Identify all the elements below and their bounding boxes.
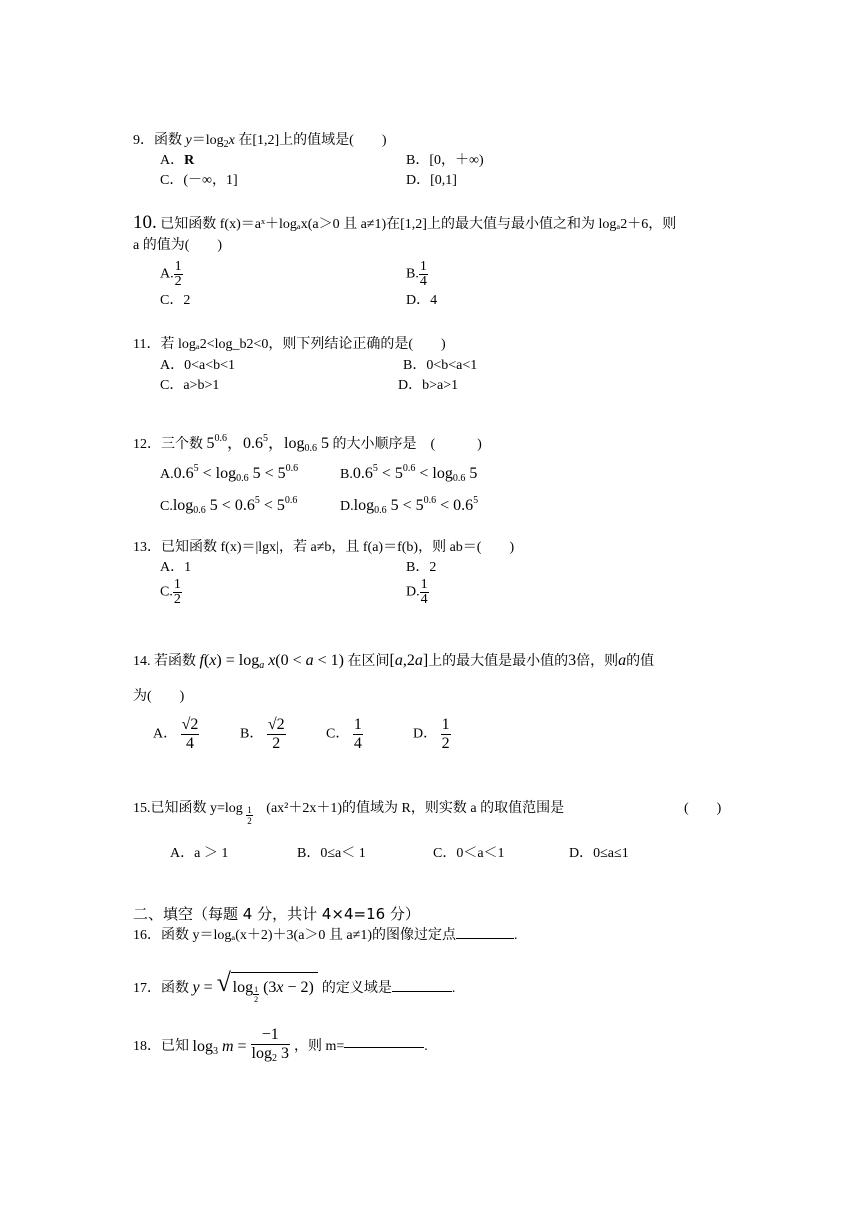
q11-option-d: D．b>a>1 [398,378,459,393]
question-10-stem [133,214,676,234]
q12-option-c-label: C. [160,499,173,514]
q16-text: 16．函数 y＝logₐ(x＋2)＋3(a＞0 且 a≠1)的图像过定点 [133,928,456,943]
q14-interval: [a,2a] [389,652,429,669]
question-16-stem [133,927,517,945]
q10-option-a-label: A. [160,266,174,282]
q9-log-base: 2 [223,139,229,150]
fraction-denominator: 2 [441,735,450,752]
fraction-denominator: 2 [247,816,252,826]
q12-prefix: 12．三个数 [133,437,203,452]
q13-option-d-fraction [420,578,429,607]
q10-option-a-fraction [174,260,183,289]
q9-option-d: D．[0,1] [406,173,457,188]
q15-option-d: D．0≤a≤1 [569,846,629,861]
q13-option-c [160,578,182,607]
fraction-numerator: 1 [419,259,427,274]
question-12-stem [133,428,482,460]
fraction-denominator: 4 [420,592,428,607]
q14-option-c [326,716,363,753]
q17-end: . [451,981,456,996]
q14-option-b [240,716,286,753]
fraction-denominator: 2 [174,274,182,289]
fraction-denominator: 4 [419,274,427,289]
q14-line2: 为( ) [133,689,185,704]
q16-answer-blank[interactable] [456,938,514,939]
q15-rest: (ax²＋2x＋1)的值域为 R，则实数 a 的取值范围是 [266,801,565,816]
fraction-denominator: 4 [353,735,362,752]
q12-option-a: $A.0.6^5 < \log_{0.6} 5 < 5^{0.6}$ [160,463,299,484]
fraction-numerator: 1 [173,577,181,592]
q18-expression: $\log_3 m$ = $\frac{-1}{\log_2 3}$ [192,1026,289,1064]
fraction-numerator: 1 [441,716,450,733]
q10-option-b-fraction [419,260,428,289]
q14-multiplier: 3 [568,652,577,669]
question-11-stem: 11．若 logₐ2<log_b2<0，则下列结论正确的是( ) [133,337,446,352]
fraction-numerator: 1 [420,577,428,592]
fraction-numerator: 1 [353,716,362,733]
fraction-numerator: 1 [174,259,182,274]
q9-suffix: 在[1,2]上的值域是( ) [234,133,387,148]
q10-option-a [160,260,183,289]
q14-prefix: 14. 若函数 [133,654,196,669]
fraction-numerator: √2 [267,716,285,733]
section-2-heading: 二、填空（每题 4 分，共计 4×4=16 分） [133,905,420,923]
fraction-denominator: 2 [272,735,281,752]
q11-option-a: A．0<a<b<1 [160,358,236,373]
q15-option-a: A．a ＞ 1 [170,846,229,861]
q9-option-c: C．(－∞，1] [160,173,238,188]
q12-option-d: $D.\log_{0.6}$ $5 < 5^{0.6} < 0.6^5$ [340,495,479,516]
q16-end: . [513,928,518,943]
q10-option-b [406,260,428,289]
fraction-denominator: 4 [186,735,195,752]
q12-option-b: $B.0.6^5 < 5^{0.6} < \log_{0.6} 5$ [340,463,478,484]
q17-answer-blank[interactable] [392,991,452,992]
q11-option-b: B．0<b<a<1 [403,358,478,373]
q9-option-a [160,152,194,170]
q9-option-a-value: R [184,153,195,168]
q15-answer-paren: ( ) [684,801,722,816]
q13-option-d [406,578,429,607]
q13-option-c-fraction [173,578,182,607]
question-14-stem [133,650,654,677]
q14-option-b-fraction [267,716,286,753]
q14-function: $f(x) = \log_a x(0 < a < 1)$ [199,652,345,671]
q14-option-d-label: D． [413,726,438,742]
q14-option-c-fraction [353,716,363,753]
q17-suffix: 的定义域是 [321,981,392,996]
q18-answer-blank[interactable] [344,1047,424,1048]
question-17-stem [133,968,456,1004]
fraction-numerator: 1 [247,805,252,815]
question-18-stem [133,1026,428,1068]
q14-text-interval: 在区间 [347,654,390,669]
q9-var-y: y [185,133,192,148]
q10-number: 10. [133,212,157,233]
q12-option-b-label: B. [340,467,353,482]
q14-option-d-fraction [441,716,451,753]
q14-option-d [413,716,451,753]
q14-option-a-label: A． [153,726,178,742]
q18-suffix: ，则 m= [294,1039,345,1054]
q18-end: . [424,1039,428,1054]
q14-option-c-label: C． [326,726,350,742]
q14-text-end: 的值 [626,654,655,669]
q9-prefix: 9．函数 [133,133,186,148]
q13-option-c-label: C. [160,584,173,600]
q13-option-b: B．2 [406,560,437,575]
q12-option-a-label: A. [160,467,174,482]
q10-option-c: C．2 [160,293,191,308]
q10-line2: a 的值为( ) [133,238,223,253]
fraction-numerator: √2 [181,716,199,733]
q9-eq: ＝log [191,133,224,148]
q13-option-d-label: D. [406,584,420,600]
q10-option-d: D．4 [406,293,438,308]
question-15-stem [133,800,564,826]
q14-var-a: a [618,652,627,669]
q18-prefix: 18．已知 [133,1039,189,1054]
q15-prefix: 15.已知函数 y=log [133,801,243,816]
q17-expression: y = √ log $\frac{1}{2}$ (3x − 2) [193,979,322,996]
question-9-stem [133,132,386,154]
question-13-stem: 13．已知函数 f(x)＝|lgx|，若 a≠b，且 f(a)＝f(b)，则 ab＝( ) [133,540,515,555]
q13-option-a: A．1 [160,560,192,575]
q12-expression: $5^{0.6}$，$0.6^5$，$\log_{0.6} 5$ [206,433,329,454]
q14-text-times: 倍，则 [576,654,619,669]
q14-option-a [153,716,199,753]
q12-option-c: $C.\log_{0.6}$ $5 < 0.6^5 < 5^{0.6}$ [160,495,298,516]
q15-log-base [246,805,253,826]
q12-option-d-label: D. [340,499,354,514]
square-root-icon: √ log $\frac{1}{2}$ (3x − 2) [217,972,318,1004]
q10-option-b-label: B. [406,266,419,282]
q9-option-b: B．[0，＋∞) [406,153,484,168]
q9-var-x: x [228,133,235,148]
q11-option-c: C．a>b>1 [160,378,220,393]
q10-line1: 已知函数 f(x)＝aˣ＋logₐx(a＞0 且 a≠1)在[1,2]上的最大值与最小值之和为 logₐ2＋6，则 [160,217,677,232]
q9-option-a-label: A． [160,153,185,168]
q15-option-c: C．0＜a＜1 [433,846,505,861]
fraction-denominator: 2 [173,592,181,607]
q14-option-b-label: B． [240,726,264,742]
q15-option-b: B．0≤a＜ 1 [297,846,366,861]
q14-option-a-fraction [181,716,200,753]
q17-prefix: 17．函数 [133,981,189,996]
q12-suffix: 的大小顺序是 ( ) [332,437,482,452]
q14-text-max: 上的最大值是最小值的 [428,654,569,669]
